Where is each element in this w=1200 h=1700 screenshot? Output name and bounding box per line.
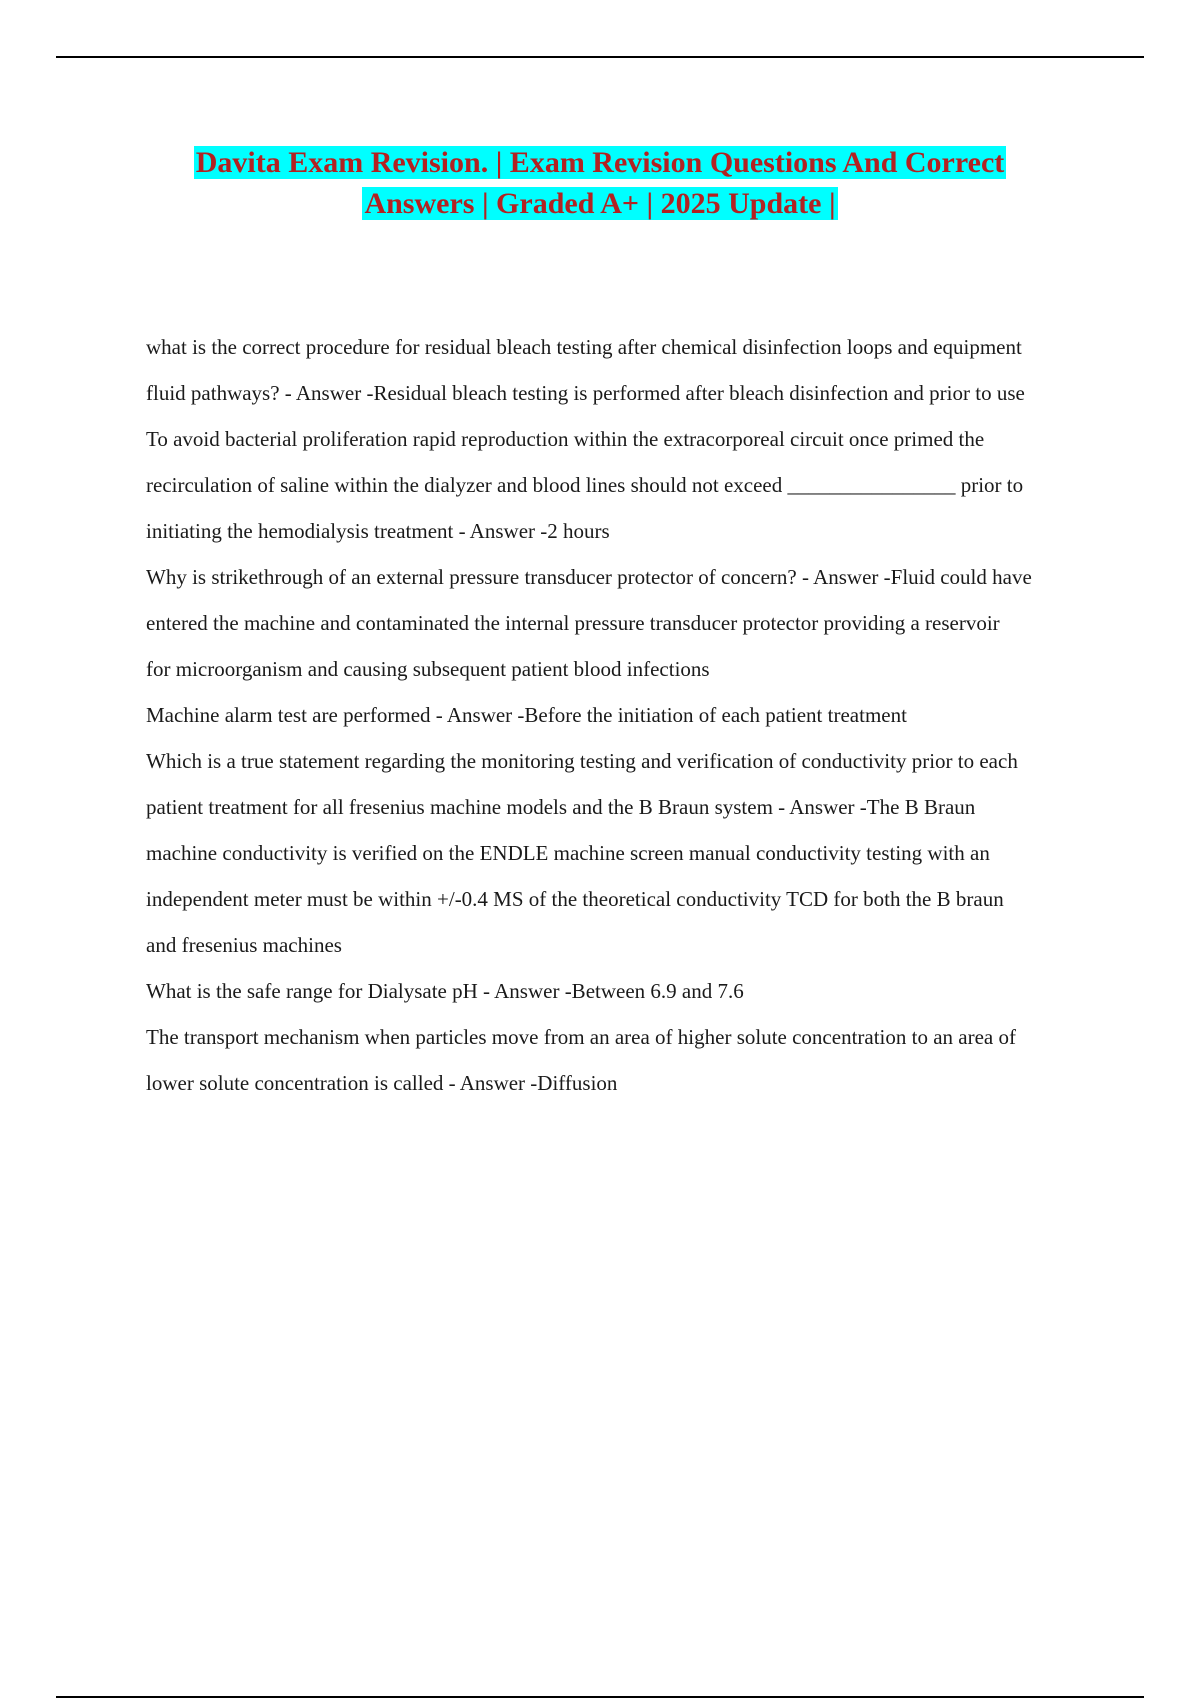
paragraph: The transport mechanism when particles move from an area of higher solute concentration to an area of	[146, 1025, 1016, 1049]
paragraph: machine conductivity is verified on the ENDLE machine screen manual conductivity testing with an	[146, 841, 990, 865]
paragraph: Machine alarm test are performed - Answer -Before the initiation of each patient treatment	[146, 703, 907, 727]
paragraph: and fresenius machines	[146, 933, 342, 957]
paragraph: for microorganism and causing subsequent patient blood infections	[146, 657, 710, 681]
footer-rule	[56, 1696, 1144, 1698]
paragraph: Which is a true statement regarding the monitoring testing and verification of conductivity prior to each	[146, 749, 1018, 773]
paragraph: initiating the hemodialysis treatment - Answer -2 hours	[146, 519, 610, 543]
title-line-2: Answers | Graded A+ | 2025 Update |	[364, 187, 836, 220]
paragraph: recirculation of saline within the dialyzer and blood lines should not exceed ________________ prior to	[146, 473, 1024, 497]
header-rule	[56, 56, 1144, 58]
paragraph: To avoid bacterial proliferation rapid reproduction within the extracorporeal circuit once primed the	[146, 427, 985, 451]
paragraph: lower solute concentration is called - Answer -Diffusion	[146, 1071, 618, 1095]
document-body	[146, 333, 1088, 1115]
title-line-1: Davita Exam Revision. | Exam Revision Questions And Correct	[195, 146, 1005, 179]
paragraph: independent meter must be within +/-0.4 MS of the theoretical conductivity TCD for both the B braun	[146, 887, 1004, 911]
document-title	[146, 142, 1054, 224]
paragraph: patient treatment for all fresenius machine models and the B Braun system - Answer -The B Braun	[146, 795, 976, 819]
paragraph: What is the safe range for Dialysate pH - Answer -Between 6.9 and 7.6	[146, 979, 744, 1003]
paragraph: what is the correct procedure for residual bleach testing after chemical disinfection loops and equipment	[146, 335, 1022, 359]
paragraph: fluid pathways? - Answer -Residual bleach testing is performed after bleach disinfection and prior to use	[146, 381, 1025, 405]
paragraph: entered the machine and contaminated the internal pressure transducer protector providing a reservoir	[146, 611, 1000, 635]
paragraph: Why is strikethrough of an external pressure transducer protector of concern? - Answer -Fluid could have	[146, 565, 1032, 589]
